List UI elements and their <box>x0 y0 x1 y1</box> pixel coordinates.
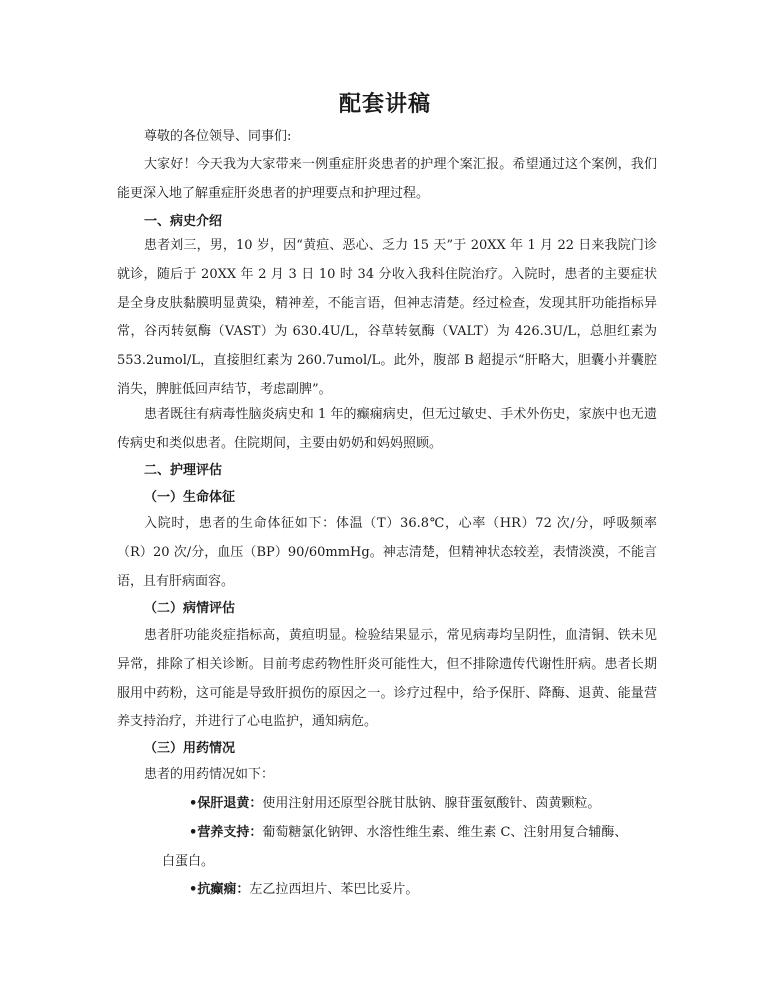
history-paragraph-2: 患者既往有病毒性脑炎病史和 1 年的癫痫病史，但无过敏史、手术外伤史，家族中也无遗传病史和类似患者。住院期间，主要由奶奶和妈妈照顾。 <box>117 407 657 451</box>
condition-paragraph: 患者肝功能炎症指标高，黄疸明显。检验结果显示，常见病毒均呈阴性，血清铜、铁未见异常，排除了相关诊断。目前考虑药物性肝炎可能性大，但不排除遗传代谢性肝病。患者长期服用中药粉，这可能是导致肝损伤的原因之一。诊疗过程中，给予保肝、降酶、退黄、能量营养支持治疗，并进行了心电监护，通知病危。 <box>117 628 657 730</box>
medication-item <box>162 790 652 819</box>
page-title: 配套讲稿 <box>338 91 431 117</box>
section-heading-history: 一、病史介绍 <box>144 214 223 229</box>
bullet-dot-icon: • <box>189 796 198 811</box>
medication-lead: 患者的用药情况如下： <box>144 767 275 782</box>
subsection-heading-medication: （三）用药情况 <box>144 741 236 756</box>
subsection-heading-vitals: （一）生命体征 <box>144 490 236 505</box>
medication-item <box>162 876 652 905</box>
medication-item-text: 葡萄糖氯化钠钾、水溶性维生素、维生素 C、注射用复合辅酶、 <box>262 825 628 840</box>
medication-item-text: 使用注射用还原型谷胱甘肽钠、腺苷蛋氨酸针、茵黄颗粒。 <box>262 796 601 811</box>
medication-item-continuation: 白蛋白。 <box>162 853 215 869</box>
bullet-dot-icon: • <box>189 882 198 897</box>
medication-item <box>162 819 652 877</box>
greeting: 尊敬的各位领导、同事们: <box>144 129 292 144</box>
history-paragraph-1: 患者刘三，男，10 岁，因“黄疸、恶心、乏力 15 天”于 20XX 年 1 月 22 日来我院门诊就诊，随后于 20XX 年 2 月 3 日 10 时 34 分收入我科住院治疗。入院时，患者的主要症状是全身皮肤黏膜明显黄染，精神差，不能言语，但神志清楚。经过检查，发现其肝功能指标异常，谷丙转氨酶（VAST）为 630.4U/L，谷草转氨酶（VALT）为 426.3U/L，总胆红素为 553.2umol/L，直接胆红素为 260.7umol/L。此外，腹部 B 超提示“肝略大，胆囊小并囊腔消失，脾脏低回声结节，考虑副脾”。 <box>117 238 657 397</box>
intro-paragraph: 大家好！今天我为大家带来一例重症肝炎患者的护理个案汇报。希望通过这个案例，我们能更深入地了解重症肝炎患者的护理要点和护理过程。 <box>117 157 657 201</box>
medication-item-name: 抗癫痫： <box>197 882 250 897</box>
bullet-dot-icon: • <box>189 825 198 840</box>
vitals-paragraph: 入院时，患者的生命体征如下：体温（T）36.8℃，心率（HR）72 次/分，呼吸频率（R）20 次/分，血压（BP）90/60mmHg。神志清楚，但精神状态较差，表情淡漠，不能言语，且有肝病面容。 <box>117 516 657 589</box>
medication-item-text: 左乙拉西坦片、苯巴比妥片。 <box>249 882 419 897</box>
subsection-heading-condition: （二）病情评估 <box>144 601 236 616</box>
section-heading-assessment: 二、护理评估 <box>144 463 223 478</box>
medication-item-name: 保肝退黄： <box>197 796 263 811</box>
medication-item-name: 营养支持： <box>197 825 263 840</box>
